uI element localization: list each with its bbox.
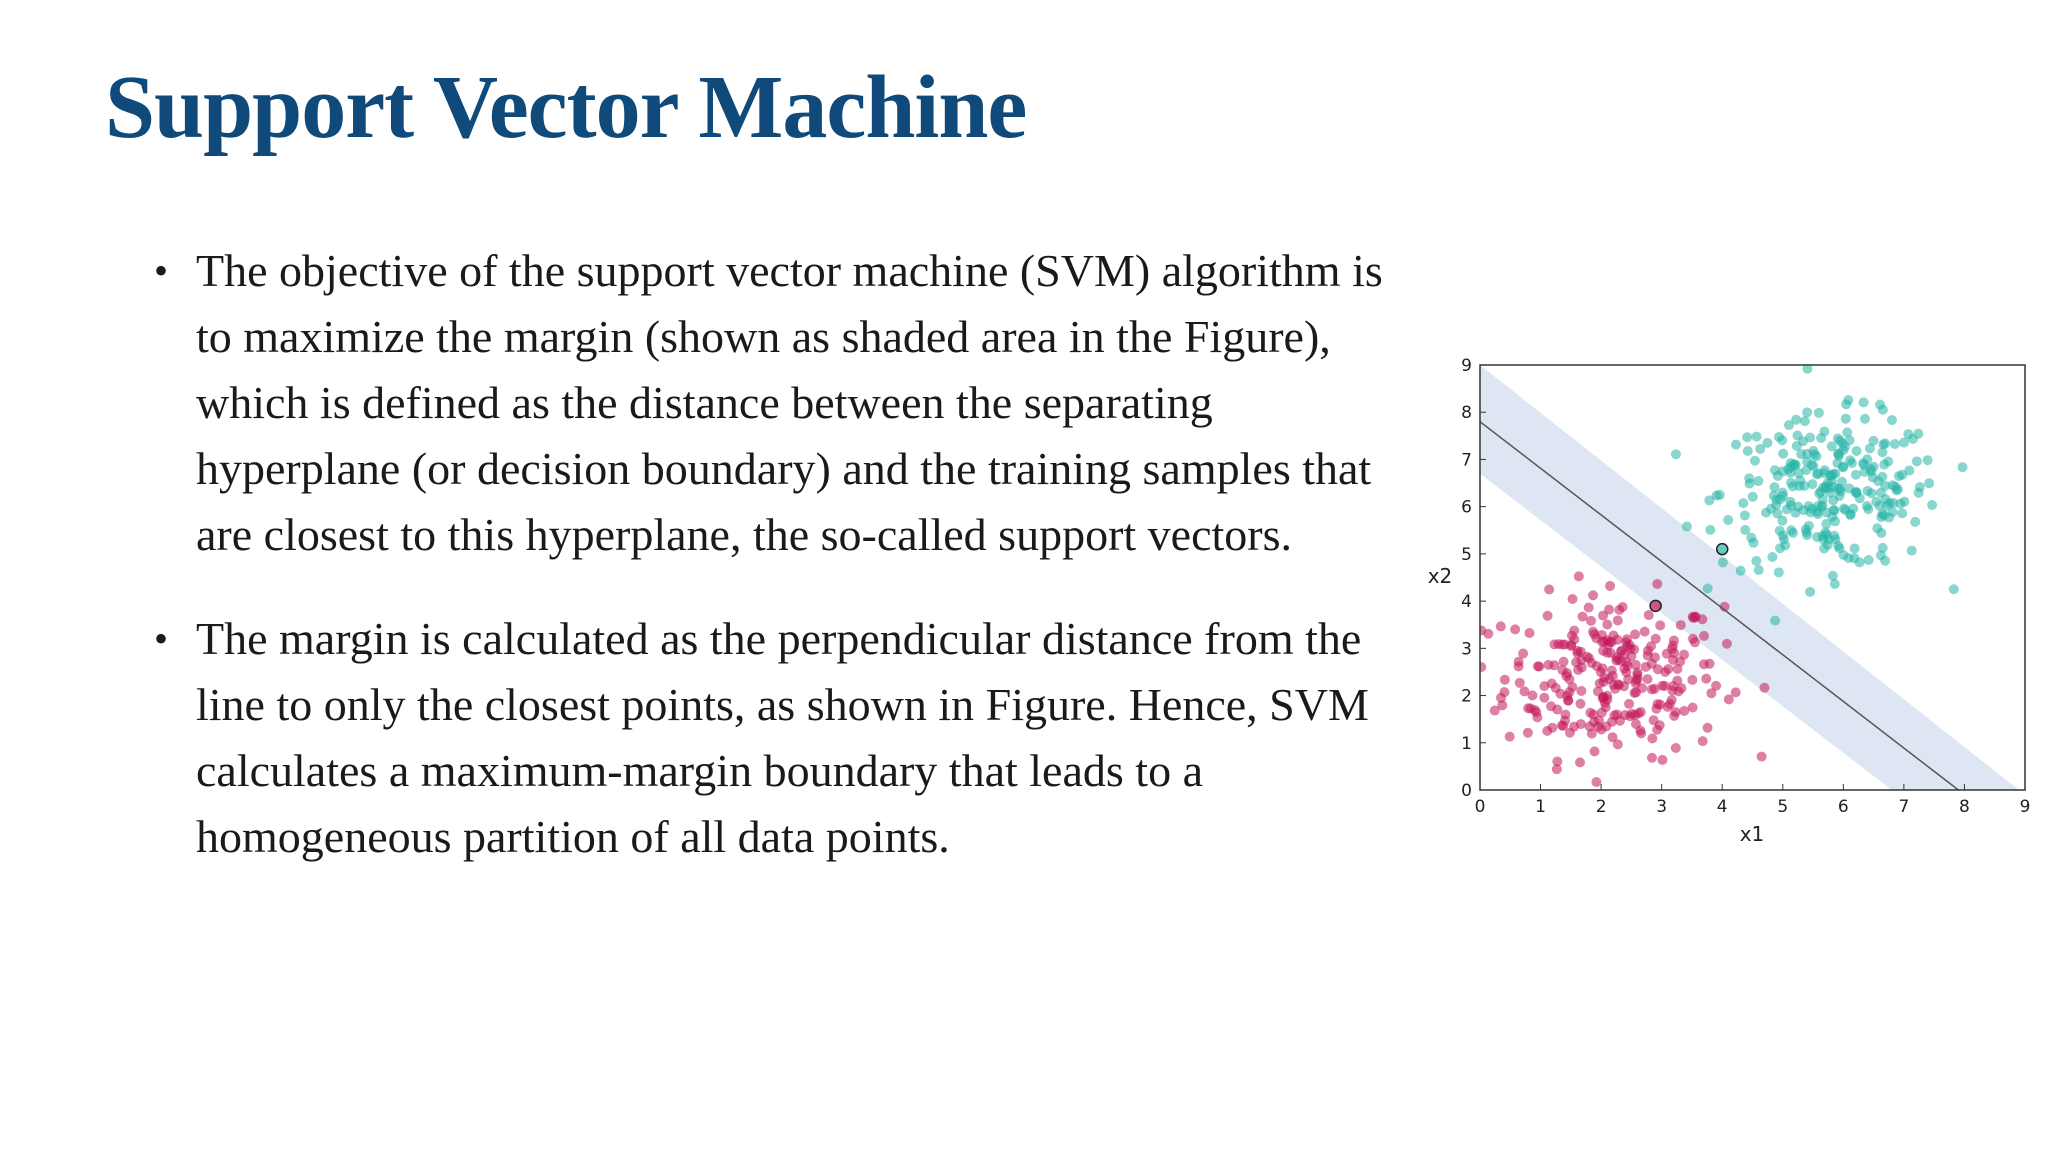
- y-tick-label: 6: [1461, 497, 1472, 518]
- data-point: [1829, 531, 1839, 541]
- data-point: [1748, 492, 1758, 502]
- data-point: [1820, 527, 1830, 537]
- x-tick-label: 3: [1656, 797, 1668, 817]
- data-point: [1609, 710, 1619, 720]
- data-point: [1667, 644, 1677, 654]
- y-tick-label: 4: [1461, 592, 1472, 613]
- data-point: [1908, 434, 1918, 444]
- data-point: [1706, 688, 1716, 698]
- data-point: [1605, 581, 1615, 591]
- data-point: [1809, 450, 1819, 460]
- data-point: [1907, 546, 1917, 556]
- data-point: [1859, 397, 1869, 407]
- data-point: [1505, 732, 1515, 742]
- data-point: [1778, 449, 1788, 459]
- data-point: [1879, 460, 1889, 470]
- data-point: [1740, 510, 1750, 520]
- data-point: [1766, 504, 1776, 514]
- data-point: [1910, 517, 1920, 527]
- data-point: [1899, 438, 1909, 448]
- data-point: [1775, 494, 1785, 504]
- data-point: [1655, 720, 1665, 730]
- data-point: [1543, 611, 1553, 621]
- data-point: [1912, 456, 1922, 466]
- data-point: [1496, 621, 1506, 631]
- data-point: [1897, 508, 1907, 518]
- data-point: [1578, 612, 1588, 622]
- data-point: [1884, 513, 1894, 523]
- data-point: [1851, 470, 1861, 480]
- data-point: [1500, 675, 1510, 685]
- data-point: [1679, 706, 1689, 716]
- data-point: [1597, 637, 1607, 647]
- data-point: [1476, 662, 1486, 672]
- data-point: [1743, 446, 1753, 456]
- data-point: [1667, 695, 1677, 705]
- data-point: [1705, 525, 1715, 535]
- data-point: [1651, 704, 1661, 714]
- y-tick-label: 3: [1461, 639, 1472, 660]
- x-tick-label: 8: [1959, 797, 1970, 817]
- data-point: [1653, 664, 1663, 674]
- y-tick-label: 5: [1461, 544, 1472, 565]
- data-point: [1915, 482, 1925, 492]
- x-axis-label: x1: [1739, 822, 1765, 846]
- data-point: [1655, 620, 1665, 630]
- data-point: [1701, 674, 1711, 684]
- data-point: [1812, 507, 1822, 517]
- y-tick-label: 9: [1461, 356, 1472, 376]
- data-point: [1657, 755, 1667, 765]
- data-point: [1876, 528, 1886, 538]
- data-point: [1566, 641, 1576, 651]
- data-point: [1718, 557, 1728, 567]
- data-point: [1703, 723, 1713, 733]
- data-point: [1744, 473, 1754, 483]
- data-point: [1543, 660, 1553, 670]
- y-tick-label: 8: [1461, 403, 1472, 424]
- data-point: [1608, 671, 1618, 681]
- x-tick-label: 2: [1595, 797, 1607, 817]
- data-point: [1510, 624, 1520, 634]
- data-point: [1859, 460, 1869, 470]
- data-point: [1814, 408, 1824, 418]
- data-point: [1849, 553, 1859, 563]
- y-tick-label: 0: [1461, 781, 1472, 801]
- x-tick-label: 6: [1837, 797, 1849, 817]
- x-tick-label: 9: [2019, 797, 2031, 817]
- data-point: [1878, 405, 1888, 415]
- x-tick-label: 4: [1716, 797, 1728, 817]
- data-point: [1523, 728, 1533, 738]
- data-point: [1527, 690, 1537, 700]
- y-tick-label: 2: [1461, 686, 1472, 707]
- data-point: [1598, 611, 1608, 621]
- data-point: [1839, 550, 1849, 560]
- data-point: [1738, 498, 1748, 508]
- data-point: [1613, 679, 1623, 689]
- x-tick-label: 0: [1474, 797, 1486, 817]
- data-point: [1731, 687, 1741, 697]
- data-point: [1584, 603, 1594, 613]
- data-point: [1544, 584, 1554, 594]
- data-point: [1675, 656, 1685, 666]
- data-point: [1534, 662, 1544, 672]
- data-point: [1663, 664, 1673, 674]
- data-point: [1587, 729, 1597, 739]
- data-point: [1742, 432, 1752, 442]
- data-point: [1807, 479, 1817, 489]
- data-point: [1792, 431, 1802, 441]
- data-point: [1880, 481, 1890, 491]
- data-point: [1780, 540, 1790, 550]
- data-point: [1676, 683, 1686, 693]
- data-point: [1560, 710, 1570, 720]
- bullet-text-margin: The margin is calculated as the perpendicular distance from the line to only the closest points, as shown in Figure. Hence, SVM calculates a maximum-margin boundary that leads to a homogeneous partition of all data points.: [196, 613, 1369, 862]
- data-point: [1573, 665, 1583, 675]
- data-point: [1890, 439, 1900, 449]
- data-point: [1476, 625, 1486, 635]
- data-point: [1769, 482, 1779, 492]
- data-point: [1757, 752, 1767, 762]
- data-point: [1617, 645, 1627, 655]
- data-point: [1530, 705, 1540, 715]
- data-point: [1816, 487, 1826, 497]
- data-point: [1786, 462, 1796, 472]
- data-point: [1850, 543, 1860, 553]
- data-point: [1647, 684, 1657, 694]
- support-vector-point: [1717, 544, 1728, 555]
- data-point: [1868, 436, 1878, 446]
- data-point: [1784, 420, 1794, 430]
- data-point: [1558, 721, 1568, 731]
- data-point: [1819, 544, 1829, 554]
- data-point: [1793, 502, 1803, 512]
- data-point: [1576, 686, 1586, 696]
- data-point: [1958, 462, 1968, 472]
- data-point: [1575, 699, 1585, 709]
- data-point: [1635, 725, 1645, 735]
- data-point: [1864, 555, 1874, 565]
- data-point: [1596, 725, 1606, 735]
- data-point: [1647, 734, 1657, 744]
- data-point: [1688, 612, 1698, 622]
- data-point: [1618, 602, 1628, 612]
- data-point: [1671, 449, 1681, 459]
- data-point: [1826, 471, 1836, 481]
- data-point: [1835, 436, 1845, 446]
- data-point: [1555, 689, 1565, 699]
- data-point: [1576, 647, 1586, 657]
- data-point: [1554, 639, 1564, 649]
- bullet-margin: [150, 606, 1410, 870]
- data-point: [1927, 500, 1937, 510]
- data-point: [1602, 620, 1612, 630]
- data-point: [1613, 615, 1623, 625]
- data-point: [1652, 579, 1662, 589]
- data-point: [1819, 427, 1829, 437]
- data-point: [1753, 476, 1763, 486]
- data-point: [1559, 657, 1569, 667]
- data-point: [1904, 466, 1914, 476]
- data-point: [1875, 501, 1885, 511]
- data-point: [1499, 687, 1509, 697]
- data-point: [1546, 701, 1556, 711]
- y-tick-label: 7: [1461, 450, 1472, 471]
- data-point: [1613, 739, 1623, 749]
- data-point: [1699, 631, 1709, 641]
- data-point: [1788, 481, 1798, 491]
- data-point: [1750, 456, 1760, 466]
- data-point: [1698, 736, 1708, 746]
- data-point: [1668, 681, 1678, 691]
- data-point: [1640, 627, 1650, 637]
- bullet-list: [150, 238, 1410, 908]
- data-point: [1642, 674, 1652, 684]
- data-point: [1841, 414, 1851, 424]
- data-point: [1949, 584, 1959, 594]
- data-point: [1539, 693, 1549, 703]
- data-point: [1838, 462, 1848, 472]
- data-point: [1703, 584, 1713, 594]
- data-point: [1843, 395, 1853, 405]
- data-point: [1740, 525, 1750, 535]
- data-point: [1599, 672, 1609, 682]
- data-point: [1924, 478, 1934, 488]
- data-point: [1767, 552, 1777, 562]
- data-point: [1807, 460, 1817, 470]
- data-point: [1792, 441, 1802, 451]
- data-point: [1754, 565, 1764, 575]
- data-point: [1830, 579, 1840, 589]
- data-point: [1644, 610, 1654, 620]
- data-point: [1569, 722, 1579, 732]
- data-point: [1591, 777, 1601, 787]
- data-point: [1671, 743, 1681, 753]
- data-point: [1848, 504, 1858, 514]
- data-point: [1862, 501, 1872, 511]
- data-point: [1687, 675, 1697, 685]
- data-point: [1827, 512, 1837, 522]
- x-tick-label: 5: [1777, 797, 1789, 817]
- data-point: [1723, 515, 1733, 525]
- data-point: [1619, 664, 1629, 674]
- data-point: [1671, 707, 1681, 717]
- data-point: [1682, 522, 1692, 532]
- data-point: [1880, 556, 1890, 566]
- data-point: [1749, 538, 1759, 548]
- data-point: [1636, 707, 1646, 717]
- y-axis-label: x2: [1427, 564, 1453, 588]
- data-point: [1524, 628, 1534, 638]
- data-point: [1552, 764, 1562, 774]
- data-point: [1547, 723, 1557, 733]
- data-point: [1788, 528, 1798, 538]
- data-point: [1890, 482, 1900, 492]
- data-point: [1731, 440, 1741, 450]
- data-point: [1643, 651, 1653, 661]
- data-point: [1561, 671, 1571, 681]
- data-point: [1632, 668, 1642, 678]
- data-point: [1597, 663, 1607, 673]
- data-point: [1588, 709, 1598, 719]
- y-tick-label: 1: [1461, 733, 1472, 754]
- data-point: [1774, 432, 1784, 442]
- data-point: [1828, 495, 1838, 505]
- bullet-dot-icon: •: [154, 616, 169, 661]
- series-class_a: [1476, 571, 1769, 787]
- data-point: [1704, 495, 1714, 505]
- data-point: [1759, 683, 1769, 693]
- data-point: [1688, 634, 1698, 644]
- data-point: [1651, 634, 1661, 644]
- data-point: [1923, 455, 1933, 465]
- data-point: [1631, 687, 1641, 697]
- slide-title: Support Vector Machine: [105, 58, 1027, 157]
- data-point: [1887, 415, 1897, 425]
- data-point: [1770, 616, 1780, 626]
- data-point: [1805, 587, 1815, 597]
- data-point: [1568, 594, 1578, 604]
- data-point: [1842, 427, 1852, 437]
- data-point: [1852, 446, 1862, 456]
- data-point: [1613, 635, 1623, 645]
- x-tick-label: 7: [1898, 797, 1910, 817]
- svm-scatter-figure: [1420, 345, 2040, 855]
- data-point: [1751, 556, 1761, 566]
- data-point: [1828, 571, 1838, 581]
- data-point: [1855, 493, 1865, 503]
- data-point: [1590, 746, 1600, 756]
- bullet-text-objective: The objective of the support vector machine (SVM) algorithm is to maximize the margin (shown as shaded area in the Figure), which is defined as the distance between the separating hyperplane (or decision boundary) and the training samples that are closest to this hyperplane, the so-called support vectors.: [196, 245, 1383, 560]
- data-point: [1497, 700, 1507, 710]
- data-point: [1676, 620, 1686, 630]
- data-point: [1597, 708, 1607, 718]
- data-point: [1755, 444, 1765, 454]
- data-point: [1699, 659, 1709, 669]
- data-point: [1844, 483, 1854, 493]
- data-point: [1514, 657, 1524, 667]
- data-point: [1625, 711, 1635, 721]
- data-point: [1833, 449, 1843, 459]
- data-point: [1569, 626, 1579, 636]
- bullet-dot-icon: •: [154, 248, 169, 293]
- data-point: [1895, 499, 1905, 509]
- data-point: [1588, 627, 1598, 637]
- data-point: [1774, 567, 1784, 577]
- data-point: [1833, 541, 1843, 551]
- data-point: [1515, 678, 1525, 688]
- data-point: [1860, 414, 1870, 424]
- x-tick-label: 1: [1535, 797, 1546, 817]
- data-point: [1574, 571, 1584, 581]
- data-point: [1800, 416, 1810, 426]
- data-point: [1647, 753, 1657, 763]
- data-point: [1575, 757, 1585, 767]
- bullet-objective: [150, 238, 1410, 568]
- data-point: [1736, 566, 1746, 576]
- support-vector-point: [1650, 600, 1661, 611]
- data-point: [1802, 407, 1812, 417]
- data-point: [1588, 590, 1598, 600]
- data-point: [1778, 530, 1788, 540]
- data-point: [1863, 486, 1873, 496]
- data-point: [1835, 484, 1845, 494]
- data-point: [1802, 530, 1812, 540]
- data-point: [1878, 439, 1888, 449]
- data-point: [1624, 699, 1634, 709]
- data-point: [1752, 432, 1762, 442]
- data-point: [1722, 639, 1732, 649]
